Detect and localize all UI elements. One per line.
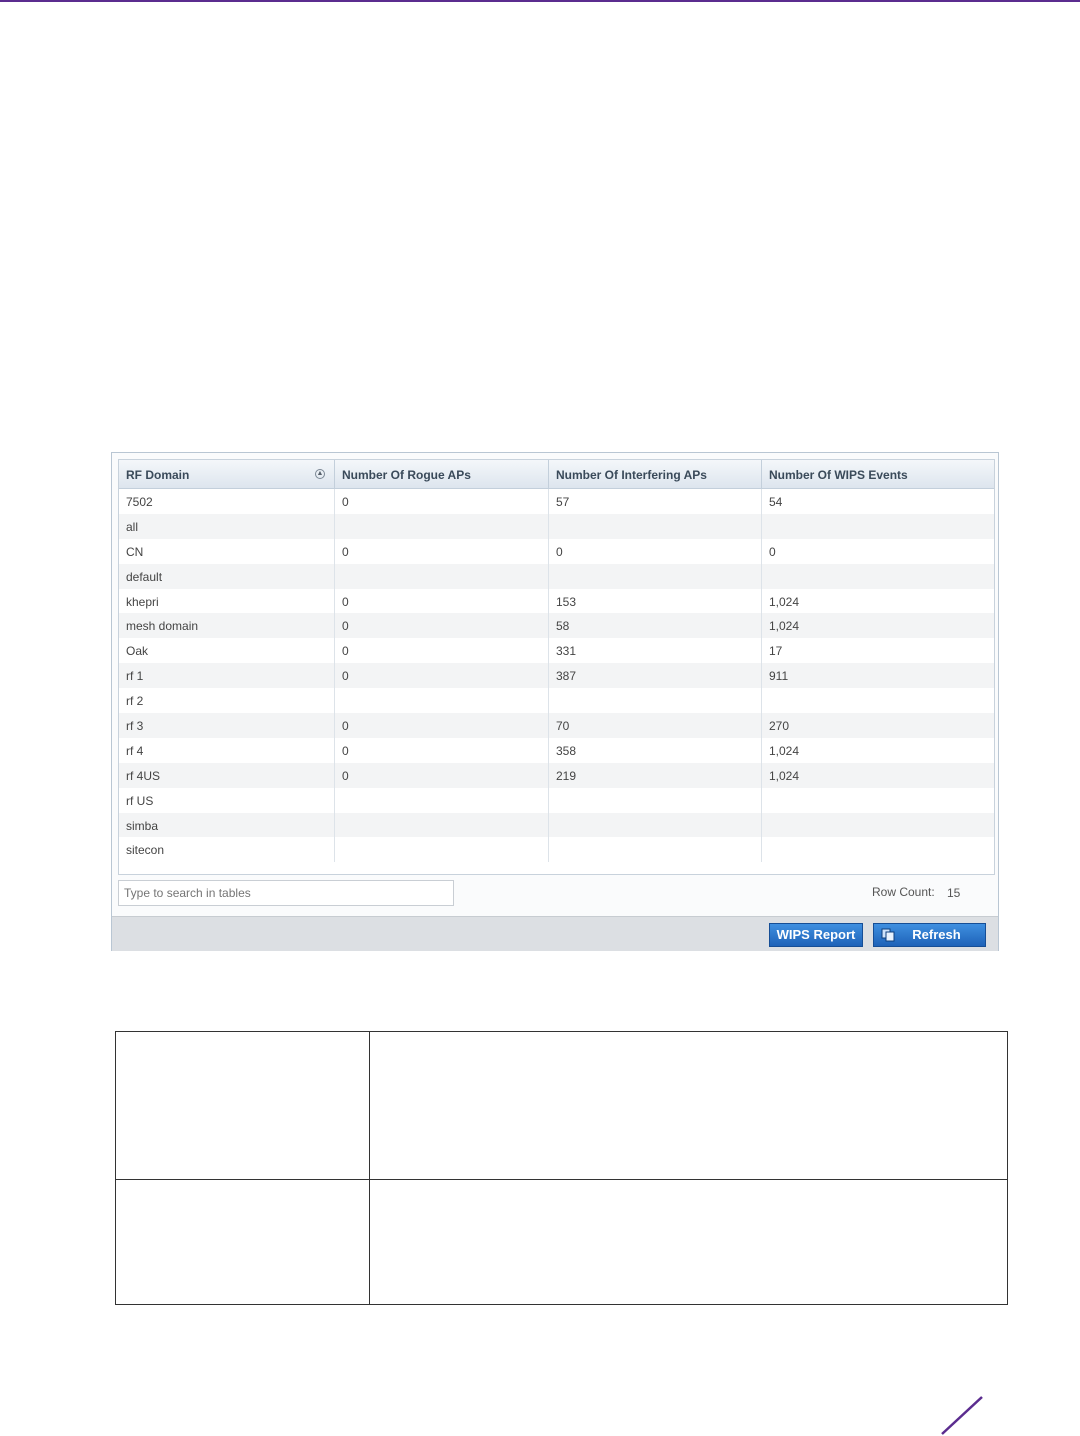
cell-wips-events: 911 <box>769 669 789 684</box>
cell-rf-domain: khepri <box>119 589 335 614</box>
table-search-input[interactable] <box>118 880 454 906</box>
description-table-divider <box>116 1179 1007 1180</box>
table-row[interactable] <box>119 738 994 763</box>
cell-interfering-aps <box>549 837 762 862</box>
cell-rf-domain: rf 2 <box>119 688 335 713</box>
cell-interfering-aps: 358 <box>549 738 762 763</box>
cell-rogue-aps <box>335 788 549 813</box>
cell-interfering-aps: 57 <box>549 489 762 514</box>
wips-report-label: WIPS Report <box>776 927 856 942</box>
wips-summary-panel <box>111 452 999 951</box>
column-header-wips-events[interactable] <box>762 460 994 488</box>
cell-wips-events: 1,024 <box>769 619 800 634</box>
cell-interfering-aps: 70 <box>549 713 762 738</box>
cell-wips-events <box>762 514 994 539</box>
cell-rogue-aps: 0 <box>335 663 549 688</box>
column-header-label: Number Of Interfering APs <box>556 468 707 482</box>
description-table-divider <box>369 1032 370 1304</box>
table-row[interactable] <box>119 539 994 564</box>
row-count-value: 15 <box>947 886 961 900</box>
cell-rogue-aps <box>335 837 549 862</box>
cell-interfering-aps: 153 <box>549 589 762 614</box>
cell-wips-events: 54 <box>769 495 783 509</box>
cell-interfering-aps <box>549 514 762 539</box>
cell-wips-events: 17 <box>769 644 783 659</box>
table-body <box>119 489 994 862</box>
button-bar <box>112 916 998 951</box>
cell-rf-domain: rf 4US <box>119 763 335 788</box>
refresh-button[interactable] <box>873 923 986 947</box>
wips-report-button[interactable] <box>769 923 863 947</box>
cell-rf-domain: 7502 <box>119 489 335 514</box>
cell-interfering-aps: 387 <box>549 663 762 688</box>
column-header-rf-domain[interactable] <box>119 460 335 488</box>
cell-rogue-aps: 0 <box>335 738 549 763</box>
table-row[interactable] <box>119 564 994 589</box>
table-row[interactable] <box>119 589 994 614</box>
cell-wips-events <box>762 837 994 862</box>
refresh-icon <box>881 928 895 942</box>
table-header <box>119 460 994 489</box>
table-row[interactable] <box>119 713 994 738</box>
cell-rf-domain: mesh domain <box>119 613 335 638</box>
table-row[interactable] <box>119 688 994 713</box>
rf-domain-table <box>118 459 995 875</box>
cell-interfering-aps <box>549 688 762 713</box>
sort-ascending-icon[interactable]: ▲ <box>316 470 324 477</box>
cell-rogue-aps <box>335 813 549 838</box>
cell-rogue-aps <box>335 688 549 713</box>
cell-rf-domain: CN <box>119 539 335 564</box>
cell-rf-domain: rf US <box>119 788 335 813</box>
cell-wips-events: 1,024 <box>769 768 800 783</box>
cell-wips-events: 0 <box>769 544 776 559</box>
table-row[interactable] <box>119 813 994 838</box>
cell-rogue-aps: 0 <box>335 539 549 564</box>
column-header-label: Number Of Rogue APs <box>342 468 471 482</box>
cell-rogue-aps: 0 <box>335 489 549 514</box>
table-row[interactable] <box>119 788 994 813</box>
cell-rogue-aps: 0 <box>335 713 549 738</box>
cell-rf-domain: rf 3 <box>119 713 335 738</box>
table-row[interactable] <box>119 489 994 514</box>
cell-rogue-aps: 0 <box>335 638 549 663</box>
cell-rogue-aps: 0 <box>335 613 549 638</box>
cell-wips-events: 1,024 <box>769 743 800 758</box>
cell-interfering-aps: 331 <box>549 638 762 663</box>
column-header-label: RF Domain <box>126 468 190 482</box>
cell-rf-domain: rf 4 <box>119 738 335 763</box>
table-row[interactable] <box>119 763 994 788</box>
cell-interfering-aps <box>549 813 762 838</box>
cell-interfering-aps: 219 <box>549 763 762 788</box>
cell-interfering-aps: 0 <box>549 539 762 564</box>
table-row[interactable] <box>119 837 994 862</box>
table-row[interactable] <box>119 663 994 688</box>
page-slash-mark <box>938 1394 984 1436</box>
cell-wips-events <box>762 564 994 589</box>
cell-interfering-aps <box>549 788 762 813</box>
row-count-label: Row Count: <box>872 885 935 899</box>
cell-interfering-aps <box>549 564 762 589</box>
cell-rogue-aps <box>335 514 549 539</box>
column-header-rogue-aps[interactable] <box>335 460 549 488</box>
column-header-interfering-aps[interactable] <box>549 460 762 488</box>
cell-wips-events <box>762 788 994 813</box>
cell-rf-domain: simba <box>119 813 335 838</box>
column-header-label: Number Of WIPS Events <box>769 468 908 482</box>
cell-rf-domain: default <box>119 564 335 589</box>
table-row[interactable] <box>119 514 994 539</box>
cell-rogue-aps <box>335 564 549 589</box>
table-row[interactable] <box>119 638 994 663</box>
cell-wips-events: 270 <box>769 719 790 734</box>
cell-rogue-aps: 0 <box>335 763 549 788</box>
cell-rf-domain: rf 1 <box>119 663 335 688</box>
cell-rf-domain: all <box>119 514 335 539</box>
cell-wips-events <box>762 688 994 713</box>
cell-rogue-aps: 0 <box>335 589 549 614</box>
cell-wips-events: 1,024 <box>769 594 800 609</box>
cell-interfering-aps: 58 <box>549 613 762 638</box>
description-table <box>115 1031 1008 1305</box>
refresh-label: Refresh <box>912 927 961 942</box>
cell-wips-events <box>762 813 994 838</box>
cell-rf-domain: Oak <box>119 638 335 663</box>
table-row[interactable] <box>119 613 994 638</box>
cell-rf-domain: sitecon <box>119 837 335 862</box>
page-top-rule <box>0 0 1080 2</box>
